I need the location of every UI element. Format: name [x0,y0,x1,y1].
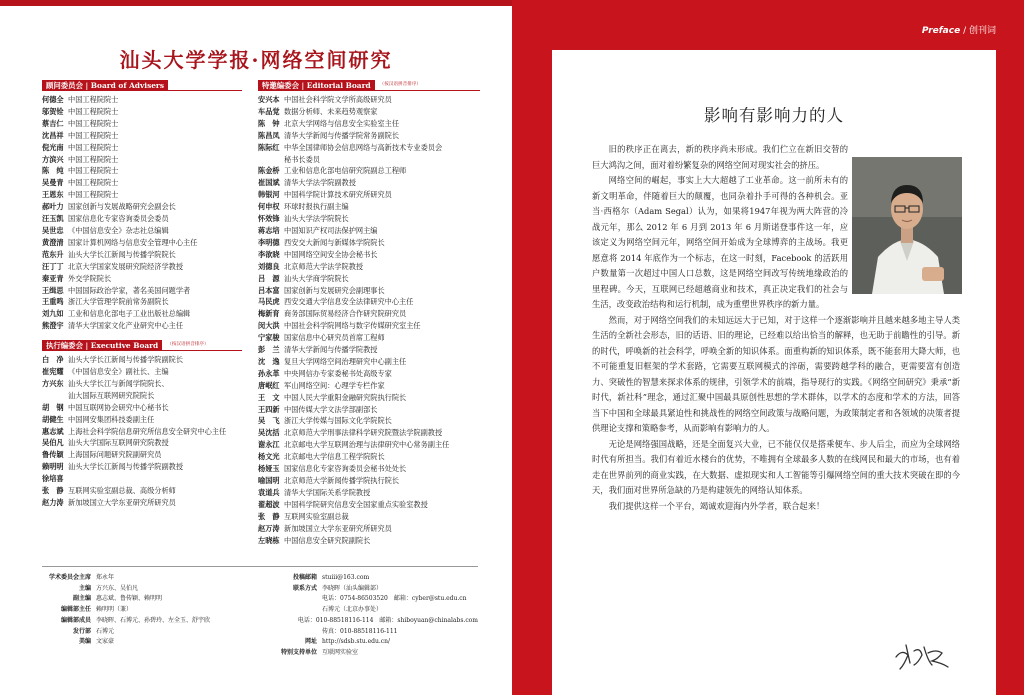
masthead-left-row [42,573,267,584]
masthead-right-row [268,605,478,616]
essay-paragraph-1: 旧的秩序正在离去，新的秩序尚未形成。我们伫立在新旧交替的巨大鸿沟之间，面对着纷繁复杂的网络空间对现实社会的挤压。 [592,144,848,170]
editorial-member-title: 国家信息中心研究员首席工程师 [284,333,385,343]
editorial-member-row [258,177,480,189]
adviser-name: 刘九如 [42,309,64,319]
advisers-heading-label: 顾问委员会 | Board of Advisers [42,80,168,91]
preface-tag [922,23,996,36]
masthead-right-key: 网址 [304,638,317,646]
adviser-row [42,320,242,332]
editorial-member-row [258,225,480,237]
masthead-right-value: 电话：010-88518116-114 邮箱：shiboyuan@chinalabs.com [297,616,478,624]
editorial-member-title: 互联网实验室副总裁 [284,511,349,521]
editorial-member-row [258,415,480,427]
editorial-member-name: 韩银河 [258,190,280,200]
advisers-heading [42,80,242,91]
left-column [42,80,242,509]
editorial-member-name: 李明德 [258,237,280,247]
editorial-member-name: 车品觉 [258,106,280,116]
editorial-member-title: 北京大学网络与信息安全实验室主任 [284,118,400,128]
editorial-member-row [258,344,480,356]
adviser-name: 蔡吉仁 [42,118,64,128]
executive-member-title: 上海国际问题研究院副研究员 [68,450,162,460]
executive-heading-label: 执行编委会 | Executive Board [42,340,162,351]
editorial-member-row [258,392,480,404]
editorial-member-name: 王 文 [258,392,280,402]
adviser-title: 汕头大学长江新闻与传播学院院长 [68,249,176,259]
executive-member-row [42,485,242,497]
adviser-row [42,154,242,166]
editorial-member-row [258,320,480,332]
adviser-row [42,249,242,261]
editorial-member-name [258,154,281,166]
executive-member-name: 白 净 [42,355,64,365]
executive-member-row [42,449,242,461]
editorial-member-row [258,475,480,487]
editorial-member-row [258,201,480,213]
adviser-title: 中国工程院院士 [68,154,119,164]
editorial-member-name: 赵万涛 [258,523,280,533]
editorial-member-name: 怀效锋 [258,214,280,224]
executive-heading-note: （按汉语拼音排序） [167,342,209,348]
editorial-member-row [258,261,480,273]
editorial-member-title: 工业和信息化部电信研究院副总工程师 [284,166,407,176]
adviser-name: 吴曼青 [42,178,64,188]
executive-member-title: 汕头大学长江新闻与传播学院副教授 [68,462,184,472]
adviser-title: 中国工程院院士 [68,118,119,128]
editorial-member-name: 吕本富 [258,285,280,295]
editorial-member-row [258,189,480,201]
advisers-list [42,94,242,332]
masthead-left-value: 文家豪 [96,638,115,646]
editorial-member-row [258,273,480,285]
adviser-title: 中国工程院院士 [68,190,119,200]
editorial-member-row [258,308,480,320]
adviser-title: 中国工程院院士 [68,142,119,152]
executive-member-row [42,461,242,473]
executive-heading [42,340,242,351]
editorial-member-name: 蒋志培 [258,225,280,235]
masthead-left-row [42,605,267,616]
editorial-member-title: 军山网络空间：心理学专栏作家 [284,380,385,390]
editorial-member-title: 秘书长委员 [284,154,320,164]
executive-member-title: 上海社会科学院信息研究所信息安全研究中心主任 [68,426,227,436]
adviser-title: 中国工程院院士 [68,95,119,104]
masthead-info-left [42,573,267,648]
adviser-name: 秦亚青 [42,273,64,283]
essay-title: 影响有影响力的人 [704,106,844,125]
adviser-title: 中国工程院院士 [68,166,119,176]
editorial-member-title: 中国信息安全研究院副院长 [284,535,371,545]
masthead-left-value: 石博元 [96,627,115,635]
masthead-right-row [268,573,478,584]
executive-member-name: 赵力涛 [42,498,64,507]
masthead-left-key: 主编 [78,584,91,592]
adviser-title: 工业和信息化部电子工业出版社总编辑 [68,309,191,319]
adviser-title: 中国工程院院士 [68,106,119,116]
executive-member-name: 张 静 [42,486,64,496]
editorial-member-name: 刘德良 [258,261,280,271]
editorial-list [258,94,480,546]
masthead-info-right [268,573,478,659]
masthead-right-row [268,627,478,638]
adviser-row [42,142,242,154]
adviser-row [42,296,242,308]
editorial-member-title: 国家信息化专家咨询委员会秘书处处长 [284,464,407,474]
editorial-member-name: 左晓栋 [258,535,280,545]
editorial-member-title: 清华大学国际关系学院教授 [284,487,371,497]
adviser-title: 国家创新与发展战略研究会副会长 [68,202,176,212]
editorial-member-name: 陈昌凤 [258,130,280,140]
adviser-name: 王恩东 [42,190,64,200]
masthead-right-value: stuiii@163.com [322,574,370,581]
editorial-member-title: 北京师范大学法学院教授 [284,261,364,271]
editorial-member-row [258,130,480,142]
editorial-member-name: 翟超波 [258,499,280,509]
editorial-member-name: 闵大洪 [258,321,280,331]
adviser-title: 国家计算机网络与信息安全管理中心主任 [68,237,198,247]
masthead-left-row [42,594,267,605]
masthead-right-value: http://sdsb.stu.edu.cn/ [322,638,391,646]
adviser-title: 国家信息化专家咨询委员会委员 [68,214,169,224]
editorial-member-row [258,142,480,154]
adviser-name: 倪光南 [42,142,64,152]
executive-member-title: 《中国信息安全》副社长、主编 [68,367,169,377]
editorial-member-title: 北京师范大学刑事法律科学研究院暨法学院副教授 [284,428,443,438]
editorial-member-row [258,296,480,308]
masthead-right-key: 联系方式 [292,584,317,592]
editorial-member-title: 中央网信办专家委秘书处高级专家 [284,368,392,378]
editorial-member-name: 孙永革 [258,368,280,378]
executive-member-name: 赖明明 [42,462,64,472]
masthead-right-row [268,584,478,595]
masthead-right-value: 电话：0754-86503520 邮箱：cyber@stu.edu.cn [322,595,467,603]
editorial-member-row [258,356,480,368]
preface-tag-cn: 创刊词 [968,26,996,36]
editorial-member-row [258,213,480,225]
editorial-member-name: 马民虎 [258,297,280,307]
editorial-member-name: 陈际红 [258,142,280,152]
adviser-row [42,237,242,249]
editorial-member-title: 国家创新与发展研究会副理事长 [284,285,385,295]
editorial-member-name: 吕 源 [258,273,280,283]
editorial-member-row [258,285,480,297]
executive-member-name: 鲁传颖 [42,450,64,460]
executive-member-row [42,354,242,366]
adviser-row [42,118,242,130]
editorial-member-title: 中国科学院计算技术研究所研究员 [284,190,392,200]
editorial-member-name: 李欲晓 [258,249,280,259]
adviser-title: 中国工程院院士 [68,130,119,140]
editorial-member-title: 中国知识产权司法保护网主编 [284,225,378,235]
adviser-title: 中国国际政治学家，著名美国问题学者 [68,285,191,295]
adviser-name: 汪玉凯 [42,214,64,224]
masthead-left-value: 惠志斌、鲁传颖、赖明明 [96,595,163,603]
masthead-right-key [268,627,322,638]
adviser-row [42,285,242,297]
editorial-member-title: 中国网络空间安全协会秘书长 [284,249,378,259]
masthead-right-key: 特别支持单位 [280,648,317,656]
executive-member-title: 中国互联网协会研究中心秘书长 [68,402,169,412]
editorial-member-name: 沈 逸 [258,356,280,366]
executive-member-name: 崔宪耀 [42,367,64,377]
author-signature [892,635,952,675]
editorial-member-name: 喻国明 [258,476,280,485]
executive-member-name: 方兴东 [42,378,64,388]
editorial-member-title: 清华大学新闻与传播学院教授 [284,345,378,355]
executive-member-title: 新加坡国立大学东亚研究所研究员 [68,498,176,507]
editorial-member-title: 新加坡国立大学东亚研究所研究员 [284,523,392,533]
masthead-left-row [42,584,267,595]
adviser-row [42,106,242,118]
essay-paragraph-5: 我们提供这样一个平台，竭诚欢迎海内外学者，联合起来！ [608,500,825,511]
adviser-title: 《中国信息安全》杂志社总编辑 [68,225,169,235]
adviser-row [42,273,242,285]
adviser-row [42,201,242,213]
editorial-member-row [258,380,480,392]
editorial-member-row [258,165,480,177]
adviser-row [42,308,242,320]
editorial-member-title: 汕头大学法学院院长 [284,214,349,224]
editorial-member-title: 商务部国际贸易经济合作研究院研究员 [284,309,407,319]
editorial-member-row [258,332,480,344]
editorial-heading [258,80,480,91]
adviser-title: 外交学院院长 [68,273,112,283]
editorial-member-row [258,404,480,416]
masthead-left-row [42,616,267,627]
editorial-member-name: 张 静 [258,511,280,521]
masthead-left-value: 方兴东、吴伯凡 [96,584,139,592]
adviser-row [42,130,242,142]
editorial-member-row [258,237,480,249]
editorial-heading-label: 特邀编委会 | Editorial Board [258,80,375,91]
executive-member-row [42,414,242,426]
editorial-member-row [258,523,480,535]
editorial-member-name: 袁道兵 [258,487,280,497]
adviser-row [42,165,242,177]
adviser-name: 邬贺铨 [42,106,64,116]
executive-list [42,354,242,509]
editorial-member-name: 谢永江 [258,440,280,450]
executive-member-title: 汕头大学长江新闻与传播学院副院长 [68,355,184,365]
executive-member-row [42,497,242,509]
adviser-title: 中国工程院院士 [68,178,119,188]
masthead-right-row [268,648,478,659]
adviser-name: 何德全 [42,95,64,104]
adviser-name: 陈 纯 [42,166,64,176]
editorial-member-row [258,463,480,475]
editorial-member-title: 中国社会科学院文学所高级研究员 [284,95,392,104]
masthead-right-key [268,594,322,605]
editorial-member-row [258,535,480,547]
adviser-name: 方滨兴 [42,154,64,164]
essay-paragraph-2a [592,173,848,313]
masthead-left-key: 美编 [78,638,91,646]
masthead-left-key: 学术委员会主席 [48,574,91,581]
essay-paragraph-2: 网络空间的崛起，事实上大大超越了工业革命。这一前所未有的新文明革命，伴随着巨大的颠覆，也同杂着扑手可得的各种机会。亚当·西格尔（Adam Segal）认为，如果将1947年视为两大阵营的冷战元年，那么 2012 年 6 月到 2013 年 6 月斯诺登事件这一年，应该定义为网络空间元年，网络空间开始成为全球博弈的主战场。我更愿意将 2014 年底作为一个标志，在这一时刻，Facebook 的活跃用户数量第一次超过中国人口总数，这是网络空间改写传统地缘政治的里程碑。今天，互联网已经超越商业和技术，真正决定我们的社会与生活，改变政治结构和运行机制，成为重塑世界秩序的新力量。 [592,175,848,309]
adviser-name: 吴世忠 [42,225,64,235]
editorial-member-name: 崔国斌 [258,178,280,188]
adviser-row [42,213,242,225]
adviser-row [42,189,242,201]
editorial-member-name: 唐岷红 [258,380,280,390]
executive-member-title: 汕头大学长江与新闻学院院长、 [68,378,169,388]
executive-member-row [42,366,242,378]
adviser-row [42,225,242,237]
executive-member-row [42,473,242,485]
editorial-member-title: 西安交大新闻与新媒体学院院长 [284,237,385,247]
editorial-member-name: 杨文光 [258,452,280,462]
editorial-member-name: 王四新 [258,404,280,414]
editorial-member-title: 北京邮电大学互联网治理与法律研究中心常务副主任 [284,440,450,450]
masthead-left-row [42,637,267,648]
editorial-member-title: 浙江大学传媒与国际文化学院院长 [284,416,392,426]
masthead-right-value: 石博元（北京办事处） [322,606,383,614]
executive-member-title [65,473,242,485]
editorial-member-row [258,427,480,439]
editorial-member-row [258,451,480,463]
adviser-name: 王缉思 [42,285,64,295]
top-red-bar [0,0,512,6]
masthead-left-key: 发行部 [72,627,91,635]
executive-member-row [42,390,242,402]
masthead-right-value: 互联网实验室 [322,648,359,656]
editorial-member-title: 中国社会科学院网络与数字传媒研究室主任 [284,321,421,331]
editorial-member-title: 环球时报执行副主编 [284,202,349,212]
preface-tag-sep: / [963,26,969,36]
masthead-left-key: 副主编 [72,595,91,603]
executive-member-name: 惠志斌 [42,426,64,436]
editorial-member-row [258,118,480,130]
editorial-member-row [258,106,480,118]
masthead-right-key [268,605,322,616]
editorial-member-row [258,487,480,499]
executive-member-row [42,378,242,390]
editorial-member-row [258,499,480,511]
essay-body [592,142,960,514]
editorial-member-row [258,154,480,166]
editorial-member-name: 彭 兰 [258,345,280,355]
editorial-member-name: 宁家骏 [258,333,280,343]
masthead-right-key [268,616,298,627]
editorial-member-row [258,439,480,451]
masthead-left-value: 郑永年 [96,574,115,581]
executive-member-title: 互联网实验室副总裁、高级分析师 [68,486,176,496]
editorial-member-title: 中国传媒大学文法学部副部长 [284,404,378,414]
executive-member-title: 汕大国际互联网研究院院长 [68,390,155,400]
adviser-row [42,261,242,273]
masthead-info [42,566,478,656]
adviser-title: 清华大学国家文化产业研究中心主任 [68,321,184,331]
executive-member-row [42,426,242,438]
masthead-left-key: 编辑部成员 [60,616,91,624]
editorial-member-title: 复旦大学网络空间治理研究中心副主任 [284,356,407,366]
executive-member-title: 汕头大学国际互联网研究院教授 [68,438,169,448]
preface-tag-en: Preface [921,26,961,36]
editorial-member-name: 吴沈括 [258,428,280,438]
essay-paragraph-3: 然而，对于网络空间我们的未知远远大于已知，对于这样一个逐渐影响并且越来越多地主导人类生活的全新社会形态，旧的话语、旧的理论，已经难以给出恰当的解释，也无助于前瞻性的引导。新的时代，呼唤新的社会科学，呼唤全新的知识体系。面重构新的知识体系，既不能套用大降大师，也不可能重复旧框架的学术套路，它需要互联网模式的淬砺，需要跨越学科的融合，更需要富有创造力、突破性的智慧来探求体系的规律，引领学术的前端，指导现行的实践。《网络空间研究》秉承“新时代，新社科”理念，通过汇聚中国最具原创性思想的学术群体，以学术的态度和学术的方法，回答当下中国和全球最具紧迫性和挑战性的网络空间政策与战略问题，为政策制定者和各领域的决策者提供理论支撑和策略参考，从而影响有影响力的人。 [592,314,960,433]
masthead-right-row [268,616,478,627]
editorial-member-title: 北京师范大学新闻传播学院执行院长 [284,476,400,485]
masthead-right-key: 投稿邮箱 [292,574,317,581]
editorial-member-title: 清华大学法学院副教授 [284,178,356,188]
editorial-member-title: 汕头大学商学院院长 [284,273,349,283]
masthead-left-row [42,627,267,638]
preface-card [552,50,996,695]
adviser-title: 浙江大学管理学院前常务副院长 [68,297,169,307]
masthead-left-value: 赖明明（兼） [96,606,133,614]
editorial-member-title: 中国科学院研究信息安全国家重点实验室教授 [284,499,428,509]
adviser-title: 北京大学国家发展研究院经济学教授 [68,261,184,271]
executive-member-name: 徐培喜 [42,474,64,484]
masthead-right-value: 传真：010-88518116-111 [322,627,398,635]
editorial-member-title: 北京邮电大学信息工程学院院长 [284,452,385,462]
adviser-row [42,94,242,106]
adviser-name: 熊澄宇 [42,321,64,331]
executive-member-name: 吴伯凡 [42,438,64,448]
adviser-name: 汪丁丁 [42,261,64,271]
masthead-left-key: 编辑部主任 [60,606,91,614]
editorial-member-name: 陈金桥 [258,166,280,176]
executive-member-title: 中国网安集团科技委副主任 [68,414,155,424]
magazine-title: 汕头大学学报·网络空间研究 [119,48,393,72]
editorial-member-name: 陈 钟 [258,118,280,128]
editorial-member-name: 梅新育 [258,309,280,319]
executive-member-row [42,437,242,449]
executive-member-name: 胡健生 [42,414,64,424]
editorial-member-title: 清华大学新闻与传播学院常务副院长 [284,130,400,140]
masthead-right-row [268,637,478,648]
editorial-member-title: 西安交通大学信息安全法律研究中心主任 [284,297,414,307]
masthead-right-row [268,594,478,605]
adviser-name: 郝叶力 [42,202,64,212]
editorial-heading-note: （按汉语拼音排序） [379,82,421,88]
executive-member-name: 胡 钢 [42,402,64,412]
editorial-member-name: 安兴本 [258,95,280,104]
editorial-member-title: 中国人民大学重阳金融研究院执行院长 [284,392,407,402]
adviser-row [42,177,242,189]
editorial-member-title: 数据分析师、未来趋势观察家 [284,106,378,116]
editorial-member-row [258,511,480,523]
adviser-name: 王重鸣 [42,297,64,307]
masthead-left-value: 李晓晖、石博元、孙碧玲、左全玉、舒宇欣 [96,616,211,624]
editorial-member-row [258,368,480,380]
adviser-name: 范东升 [42,249,64,259]
adviser-name: 沈昌祥 [42,130,64,140]
editorial-member-title: 中华全国律师协会信息网络与高新技术专业委员会 [284,142,443,152]
executive-member-name [42,390,65,402]
adviser-name: 黄澄清 [42,237,64,247]
masthead-right-value: 李晓晖（汕头编辑部） [322,584,383,592]
essay-paragraph-4: 无论是网络强国战略，还是全面复兴大业，已不能仅仅是搭乘便车、步人后尘，而应为全球网络时代有所担当。我们有着近水楼台的优势，不唯拥有全球最多人数的在线网民和最大的市场，也有着走在世界前列的商业实践，在大数据、虚拟现实和人工智能等引爆网络空间的重大技术突破在即的今天，我们面对世界所急缺的乃是构建领先的网络认知体系。 [592,438,960,495]
editorial-member-name: 杨娅玉 [258,464,280,474]
right-column [258,80,480,546]
executive-member-row [42,402,242,414]
editorial-member-row [258,249,480,261]
editorial-member-name: 何申权 [258,202,280,212]
editorial-member-row [258,94,480,106]
editorial-member-name: 吴 飞 [258,416,280,426]
